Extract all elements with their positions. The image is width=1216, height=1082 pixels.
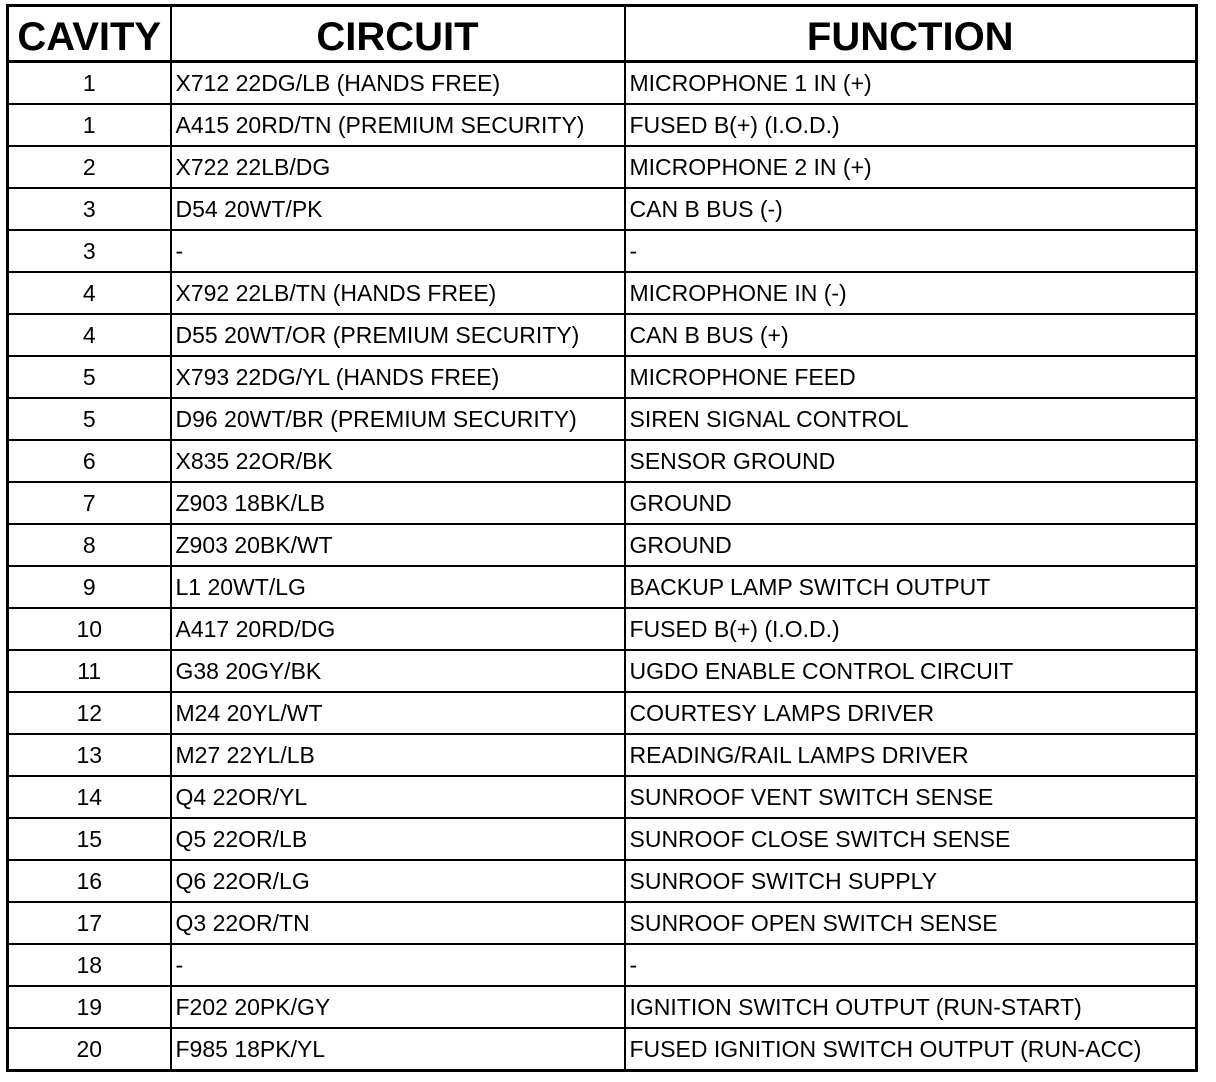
circuit-cell: D55 20WT/OR (PREMIUM SECURITY) xyxy=(171,314,625,356)
circuit-cell: X792 22LB/TN (HANDS FREE) xyxy=(171,272,625,314)
circuit-cell: F985 18PK/YL xyxy=(171,1028,625,1071)
cavity-cell: 9 xyxy=(8,566,171,608)
table-row xyxy=(8,776,1197,818)
circuit-cell: L1 20WT/LG xyxy=(171,566,625,608)
table-row xyxy=(8,566,1197,608)
circuit-cell: - xyxy=(171,944,625,986)
cavity-cell: 13 xyxy=(8,734,171,776)
circuit-cell: G38 20GY/BK xyxy=(171,650,625,692)
function-cell: CAN B BUS (-) xyxy=(625,188,1197,230)
table-body xyxy=(8,62,1197,1071)
function-cell: SUNROOF CLOSE SWITCH SENSE xyxy=(625,818,1197,860)
function-cell: MICROPHONE IN (-) xyxy=(625,272,1197,314)
table-row xyxy=(8,734,1197,776)
table-row xyxy=(8,944,1197,986)
circuit-cell: M27 22YL/LB xyxy=(171,734,625,776)
column-header-cavity: CAVITY xyxy=(8,6,171,62)
function-cell: SUNROOF VENT SWITCH SENSE xyxy=(625,776,1197,818)
function-cell: BACKUP LAMP SWITCH OUTPUT xyxy=(625,566,1197,608)
function-cell: UGDO ENABLE CONTROL CIRCUIT xyxy=(625,650,1197,692)
circuit-cell: D54 20WT/PK xyxy=(171,188,625,230)
table-row xyxy=(8,104,1197,146)
circuit-cell: A415 20RD/TN (PREMIUM SECURITY) xyxy=(171,104,625,146)
cavity-cell: 16 xyxy=(8,860,171,902)
function-cell: IGNITION SWITCH OUTPUT (RUN-START) xyxy=(625,986,1197,1028)
cavity-cell: 19 xyxy=(8,986,171,1028)
column-header-function: FUNCTION xyxy=(625,6,1197,62)
function-cell: FUSED B(+) (I.O.D.) xyxy=(625,104,1197,146)
function-cell: MICROPHONE FEED xyxy=(625,356,1197,398)
cavity-cell: 3 xyxy=(8,188,171,230)
table-row xyxy=(8,314,1197,356)
table-row xyxy=(8,818,1197,860)
function-cell: SUNROOF SWITCH SUPPLY xyxy=(625,860,1197,902)
function-cell: COURTESY LAMPS DRIVER xyxy=(625,692,1197,734)
cavity-cell: 11 xyxy=(8,650,171,692)
table-row xyxy=(8,188,1197,230)
circuit-cell: Q6 22OR/LG xyxy=(171,860,625,902)
cavity-cell: 7 xyxy=(8,482,171,524)
cavity-cell: 8 xyxy=(8,524,171,566)
function-cell: SENSOR GROUND xyxy=(625,440,1197,482)
function-cell: READING/RAIL LAMPS DRIVER xyxy=(625,734,1197,776)
cavity-cell: 2 xyxy=(8,146,171,188)
circuit-cell: X793 22DG/YL (HANDS FREE) xyxy=(171,356,625,398)
table-row xyxy=(8,608,1197,650)
circuit-cell: X722 22LB/DG xyxy=(171,146,625,188)
function-cell: GROUND xyxy=(625,524,1197,566)
table-row xyxy=(8,860,1197,902)
function-cell: - xyxy=(625,230,1197,272)
table-row xyxy=(8,482,1197,524)
circuit-cell: X712 22DG/LB (HANDS FREE) xyxy=(171,62,625,105)
function-cell: FUSED IGNITION SWITCH OUTPUT (RUN-ACC) xyxy=(625,1028,1197,1071)
circuit-cell: Q3 22OR/TN xyxy=(171,902,625,944)
function-cell: GROUND xyxy=(625,482,1197,524)
table-row xyxy=(8,524,1197,566)
table-row xyxy=(8,146,1197,188)
cavity-cell: 10 xyxy=(8,608,171,650)
table-header-row xyxy=(8,6,1197,62)
cavity-cell: 3 xyxy=(8,230,171,272)
function-cell: MICROPHONE 1 IN (+) xyxy=(625,62,1197,105)
table-row xyxy=(8,692,1197,734)
function-cell: CAN B BUS (+) xyxy=(625,314,1197,356)
cavity-cell: 14 xyxy=(8,776,171,818)
cavity-cell: 4 xyxy=(8,314,171,356)
table-row xyxy=(8,986,1197,1028)
circuit-cell: F202 20PK/GY xyxy=(171,986,625,1028)
table-row xyxy=(8,398,1197,440)
function-cell: SUNROOF OPEN SWITCH SENSE xyxy=(625,902,1197,944)
table-row xyxy=(8,356,1197,398)
function-cell: MICROPHONE 2 IN (+) xyxy=(625,146,1197,188)
cavity-cell: 5 xyxy=(8,398,171,440)
column-header-circuit: CIRCUIT xyxy=(171,6,625,62)
cavity-cell: 1 xyxy=(8,62,171,105)
cavity-cell: 4 xyxy=(8,272,171,314)
circuit-cell: Z903 20BK/WT xyxy=(171,524,625,566)
table-row xyxy=(8,440,1197,482)
cavity-cell: 17 xyxy=(8,902,171,944)
table-row xyxy=(8,230,1197,272)
table-row xyxy=(8,902,1197,944)
circuit-cell: A417 20RD/DG xyxy=(171,608,625,650)
circuit-cell: D96 20WT/BR (PREMIUM SECURITY) xyxy=(171,398,625,440)
circuit-cell: X835 22OR/BK xyxy=(171,440,625,482)
function-cell: - xyxy=(625,944,1197,986)
circuit-cell: M24 20YL/WT xyxy=(171,692,625,734)
circuit-cell: Q5 22OR/LB xyxy=(171,818,625,860)
table-row xyxy=(8,62,1197,105)
cavity-cell: 5 xyxy=(8,356,171,398)
circuit-cell: Z903 18BK/LB xyxy=(171,482,625,524)
table-row xyxy=(8,650,1197,692)
cavity-cell: 12 xyxy=(8,692,171,734)
cavity-cell: 15 xyxy=(8,818,171,860)
table-row xyxy=(8,1028,1197,1071)
circuit-cell: Q4 22OR/YL xyxy=(171,776,625,818)
function-cell: SIREN SIGNAL CONTROL xyxy=(625,398,1197,440)
circuit-cell: - xyxy=(171,230,625,272)
cavity-cell: 20 xyxy=(8,1028,171,1071)
table-row xyxy=(8,272,1197,314)
connector-pinout-table xyxy=(6,4,1198,1072)
cavity-cell: 18 xyxy=(8,944,171,986)
function-cell: FUSED B(+) (I.O.D.) xyxy=(625,608,1197,650)
cavity-cell: 1 xyxy=(8,104,171,146)
cavity-cell: 6 xyxy=(8,440,171,482)
